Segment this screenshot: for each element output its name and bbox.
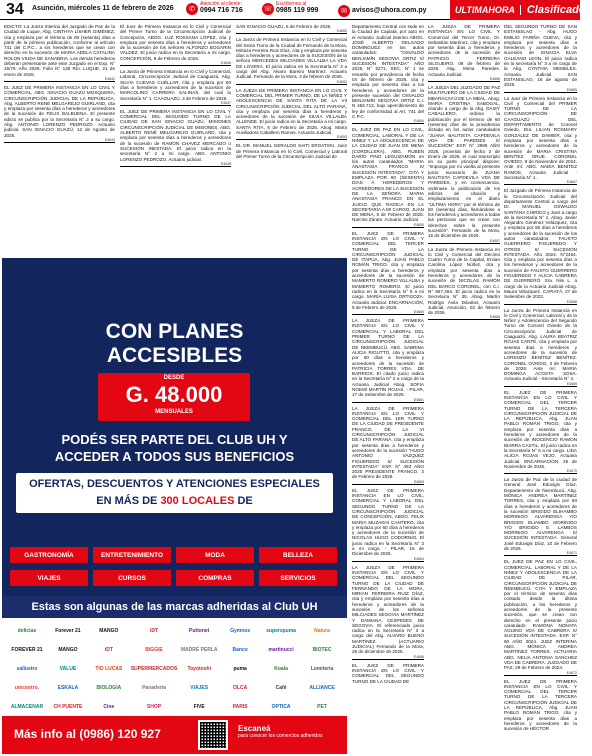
- ad-hero: [2, 258, 347, 538]
- category-belleza[interactable]: BELLEZA: [259, 547, 337, 563]
- page-number: 34: [6, 1, 24, 18]
- legal-notice: [428, 247, 500, 321]
- brand-logo: unicentro.: [14, 684, 40, 691]
- ad-headline-1: CON PLANES: [105, 320, 244, 343]
- legal-notice: [4, 24, 115, 82]
- notice-code: E4669: [504, 382, 577, 387]
- brand-logo: OPTICA: [271, 703, 291, 710]
- notice-code: E4666: [352, 655, 424, 660]
- brand-logo: ALMACENAR: [10, 703, 44, 710]
- brand-logo: Gymnos: [230, 627, 251, 634]
- legal-notice: [120, 109, 231, 167]
- notice-text: LA JUEZA DEL JUZGADO DE PAZ MULTIFUERO DE LA CIUDAD DE MBARACAYÚ DE LA MBAL. Abog. MARÍA CRISTINA SABOGAL, citando a cargo de la Abg. DAISY CABALLERO, ordena la publicación por el término de 60 (sesenta) días de la providencia dictada en los autos caratulados "JUANA BAUTISTA CAPDEVILA VDA DE PAREDES S/ SUCESIÓN" EXP. N° 2966 AÑO 2025, proveído de fecha 2 de Enero de 2026, el cual transcripto en su parte principal dispone: "Imponga por mi vuelta al presente juicio sucesorio de JUANA BAUTISTA CAPDEVILA VDA DE PAREDES, y en consecuencia, ordénase la publicación de los edictos de citación y emplazamiento en el diario "ULTIMA HORA" por el término de 60 (sesenta) días, llamándose a los herederos y acreedores a todas las personas que se crean con derechos sobre la presente sucesión". Fernando de la Mora, 16 de diciembre de 2026.: [428, 84, 501, 239]
- notice-code: E4646: [120, 61, 231, 66]
- notice-text: DEL SEGUNDO TURNO DE SAN ESTANISLAO - Abg. HUGO EMILIO FARIÑA GUEVA, cita y emplaza por sesenta días a herederos y acreedores de la sucesión de IGNACIA ELVA GALEANO LEON. El juicio radica en la secretaría N° 3 a mi cargo de la Abg. CYNTHIA MEMELES. Actuaria Judicial. SAN ESTANISLAO, 18 de agosto de 2025.: [504, 24, 577, 88]
- scan-subtitle: para conocer los comercios adheridos: [238, 733, 323, 739]
- brand-logo: SUPERMERCADOS: [130, 665, 178, 672]
- notice-code: E4648: [120, 162, 231, 167]
- contact-phone[interactable]: [186, 2, 243, 15]
- legal-notice: [236, 88, 347, 141]
- legal-notice: [236, 37, 347, 84]
- section-title: Clasificados: [526, 4, 592, 16]
- notice-code: E4657: [428, 239, 500, 244]
- notice-code: E4672: [504, 671, 577, 676]
- column-6: [504, 24, 577, 754]
- legal-notice: [352, 24, 424, 124]
- contact-value: avisos@uhora.com.py: [352, 7, 427, 14]
- brand-logo: FOREVER 21: [11, 646, 43, 653]
- category-moda[interactable]: MODA: [176, 547, 254, 563]
- brand-logo: Banco: [232, 646, 248, 653]
- notice-text: LA JUEZA DE PRIMERA INSTANCIA EN LO CIVIL Y COMERCIAL DEL 1ER TURNO DE LA CIUDAD DE PRESIDENTE FRANCO, DE LA VI CIRCUNSCRIPCIÓN JUDICIAL DE ALTO PARANÁ, cita y emplaza por sesenta días a herederos y acreedores de la sucesión "HUGO ANTONIO VAZQUEZ FIGUEREDO S/ SUCESIÓN INTESTADA" EXP. N° 493 AÑO 2025 PRESIDENTE FRANCO, 3 de Febrero de 2026.: [352, 405, 424, 480]
- contact-whatsapp[interactable]: [262, 2, 318, 15]
- notice-code: E4663: [352, 480, 424, 485]
- notice-text: El Juzgado de Primera Instancia de la Circunscripción Judicial del departamento Central a cargo del Dr. MANUEL OSWALDO SANTANA CHIRICO y Juez a cargo de la Secretaría N° 1. Abog. Javier Alejandro Giménez Velázquez, cita y emplaza por 60 días a herederos y acreedores de la sucesión de los autos caratulados: FAUSTO GUERRERO FIGUEREDO Y OTROS S/ SUCESIÓN INTESTADA. Año 2024. N°2464. Cita y emplaza por sesenta días a los herederos y acreedores de la sucesión de FAUSTO GUERRERO FIGUEREDO Y ALICIA CABRERA DE GUERRERO. Sra. Nini L. a cargo de la Actuaria Judicial Abog. Maura Velazquez. CAPIATÁ, 27 de Setiembre de 2023.: [504, 188, 577, 300]
- brands-title: Estas son algunas de las marcas adheridas al Club UH: [2, 596, 347, 618]
- category-viajes[interactable]: VIAJES: [10, 570, 88, 586]
- price-prefix: DESDE: [163, 375, 185, 381]
- scan-text: [238, 724, 338, 739]
- notice-text: EL JUEZ DE PAZ EN LO CIVIL, COMERCIAL, LABORAL Y DE LA NIÑEZ Y ADOLESCENCIA DE LA CIUDAD DE PILAR, CIRCUNSCRIPCIÓN JUDICIAL DE ÑEEMBUCÚ. CITA Y EMPLAZA por el término de sesenta días contado desde la última publicación, a los herederos y acreedores de la presente sucesión, que se crean con derecho en el presente juicio caratulado: RAMONA NONATA AGUINO VDA DE CABRERA S/ SUCESIÓN INTESTADA. EXP. N° 60 AÑO 2024. JUEZ INTERINA ABG. MONICA ANDREA MARTÍNEZ TORRES. ACTUARIA ABG. NELIA ANTONIA SANCHEZ VDA DE CABRERA. JUZGADO DE PAZ, 29 de Febrero de 2024.: [504, 559, 577, 671]
- club-uh-advertisement[interactable]: [2, 258, 347, 754]
- offers-box: [16, 473, 333, 513]
- legal-notice: [504, 477, 577, 556]
- brand-logo: BIGGIE: [145, 646, 163, 653]
- brand-logo: ESKALA: [57, 684, 79, 691]
- legal-notice: [504, 308, 577, 387]
- notice-text: La Juez de Primera Instancia en lo Civil y Comercial del PRIMER TURNO DE LA CIRCUNSCRIPCIÓN DE CAAGUAZÚ DEL DEPARTAMENTO de Coronel Oviedo, Dra. LILIAN ROSMARY GONZÁLEZ DE DAMIER, cita y emplaza por sesenta días a herederos y acreedores de la sucesión de MARIA CRISTINA BENÍTEZ ORUE. CORONEL OVIEDO, 8 de Noviembre de 2024. Ante mí: ABG. NADIA BENÍTEZ RAMOS. Actuaria Judicial - Secretaría N° 1.: [504, 95, 577, 181]
- notice-text: EL JUEZ DE PRIMERA INSTANCIA EN LO CIVIL, COMERCIAL Y LABORAL DEL SEGUNDO TURNO DE LA CIRCUNSCRIPCIÓN JUDICIAL DE CONCEPCIÓN, ABOG. FELIX MARIA MUZAKHI CANTERO, cita y emplaza por 60 días a herederos y acreedores de la sucesión de NICOLAS HUGO CODORNIO. El juicio radica en la Secretaría N° 3 a mi cargo. - PILAR, 16 de Diciembre de 2025.: [352, 487, 424, 557]
- notice-code: E4665: [504, 88, 577, 93]
- legal-notice: [352, 663, 424, 684]
- legal-notice: [352, 127, 424, 227]
- notice-code: E4642: [4, 77, 115, 82]
- legal-notice: [504, 96, 577, 186]
- brand-logo: PET: [317, 703, 327, 710]
- notice-text: LA JUEZA DE PRIMERA INSTANCIA EN LO CIVIL Y Comercial del Tercer Turno, Dr. Sebastián Martínez, cita y emplaza por sesenta días a herederos y acreedores de la sucesión de PATRICIO FERREIRA SILGUEIRO. 09 de febrero de 2026. Abg. Mirna Paredes. Actuaria Judicial.: [428, 24, 500, 77]
- notice-text: LA JUEZA DE PRIMERA INSTANCIA EN LO CIVIL Y COMERCIAL DEL PRIMER TURNO, DE LA NIÑEZ Y ADOLESCENCIA DE SANTA RITA DE LA VII CIRCUNSCRIPCIÓN JUDICIAL DEL ALTO PARANÁ, cita y emplaza por sesenta días a herederos y acreedores de la sucesión de SILVIA VILLALBA ALLENDE. El juicio radica en la Secretaría a mi cargo. SANTA RITA, 5 de Febrero de 2026. Abog. María Auxiliadora Caballero Ramos. Actuaria Judicial.: [236, 87, 347, 136]
- scan-title: Escaneá: [238, 724, 271, 733]
- legal-notice: [236, 24, 347, 34]
- category-cursos[interactable]: CURSOS: [93, 570, 171, 586]
- legal-notice: [428, 85, 500, 244]
- brand-logo: MANGO: [99, 627, 119, 634]
- notice-text: La Jueza de Primera Instancia en lo Civil y Comercial, Laboral, Circunscripción Judicial de Caaguazú, Abg. SILVIA CUEVAS CUÉLLAR, cita y emplaza por 60 días a herederos y acreedores de la sucesión de MARCOLINO CARRERA SALINAS, del cual la Secretaría N° 1. CAAGUAZÚ, 3 de Febrero de 2026.: [120, 69, 231, 101]
- brand-logo: OLCA: [233, 684, 248, 691]
- price-suffix: MENSUALES: [155, 409, 193, 415]
- legal-notice: [504, 679, 577, 732]
- offers-line-1: OFERTAS, DESCUENTOS Y ATENCIONES ESPECIALES: [29, 478, 320, 490]
- legal-notice: [504, 390, 577, 474]
- mail-icon: ✉: [338, 5, 350, 17]
- brand-logo: Forever 21: [55, 627, 81, 634]
- legal-notice: [236, 143, 347, 159]
- category-entretenimiento[interactable]: ENTRETENIMIENTO: [93, 547, 171, 563]
- column-5: [428, 24, 500, 754]
- legal-notice: [504, 188, 577, 304]
- brand-logo: iDT: [104, 646, 113, 653]
- contact-label: Atención al cliente:: [200, 1, 242, 7]
- ad-subline-2: ACCEDER A TODOS SUS BENEFICIOS: [54, 449, 295, 464]
- brand-logo: FIVE: [193, 703, 205, 710]
- notice-code: E4667: [504, 180, 577, 185]
- ad-subline-1: PODÉS SER PARTE DEL CLUB UH Y: [61, 432, 288, 447]
- notice-text: EL JUEZ DE PRIMERA INSTANCIA EN LO CIVIL Y COMERCIAL DEL SEGUNDO TURNO DE LA CIUDAD DE: [352, 662, 424, 684]
- legal-notice: [120, 24, 231, 66]
- notice-code: E4661: [352, 398, 424, 403]
- legal-notice: [352, 231, 424, 315]
- phone-icon: ✆: [186, 3, 198, 15]
- brand-logo: Natura: [314, 627, 330, 634]
- notice-code: E4654: [352, 119, 424, 124]
- brand-logo: VALUE: [59, 665, 77, 672]
- notice-text: La Jueza de Primera Instancia en lo Civil y Comercial, Laboral y de la Niñez y Adolescencia del Segundo Turno de Coronel Oviedo de la Circunscripción Judicial de Caaguazú, Abg. LAURA BEATRIZ ROJAS CANTE, cita y emplaza por sesenta días a herederos y acreedores de la sucesión de LORENZO BENÍTEZ BENÍTEZ. CORONEL OVIEDO, 3 de Febrero de 2026. Ante mí: MARIA DOMINGA ACOSTA SOSA. Actuaria Judicial - Secretaría N° 4.: [504, 307, 577, 382]
- legal-notice: [120, 69, 231, 106]
- notice-text: EL JUEZ DE PRIMERA INSTANCIA EN LO CIVIL Y COMERCIAL DEL TERCER TURNO DE LA TERCERA CIRCUNSCRIPCIÓN JUDICIAL DE LA REPÚBLICA, Abg. JUAN PABLO ROMÁN TRIGO, cita y emplaza por sesenta días a herederos y acreedores de la sucesión de INOCENCIO RAMON IBARRA CASTIL. El juicio radica en la Secretaría N° 6 a mi cargo. LIDA ALICIA ROJAS VEJO. Actuaria Judicial. ENCARNACIÓN, 25 de Noviembre de 2025.: [504, 389, 577, 469]
- legal-notice: [504, 24, 577, 93]
- brand-logo: Cine: [103, 703, 115, 710]
- brand-logo: BIOTEC: [312, 646, 332, 653]
- brand-band: [450, 0, 592, 20]
- more-info-phone[interactable]: Más info al (0986) 120 927: [14, 727, 161, 741]
- contact-label: Escríbenos al: [276, 1, 307, 7]
- brand-logo: Café: [275, 684, 287, 691]
- brand-logo: ALLIANCE: [309, 684, 335, 691]
- brand-logo: superspuma: [266, 627, 296, 634]
- offers-text-a: EN MÁS DE: [96, 495, 158, 507]
- column-4: [352, 24, 424, 754]
- category-gastronomia[interactable]: GASTRONOMÍA: [10, 547, 88, 563]
- brand-logo: PARIS: [232, 703, 248, 710]
- offers-count: 300 LOCALES: [160, 495, 235, 507]
- brand-logo: puma: [233, 665, 247, 672]
- notice-text: EDICTO: La Jueza Interina del Juzgado de Paz de la Ciudad de Luque, Abg. CINTHYA LISHER GIMÉNEZ, cita y emplaza por el término de 60 (sesenta) días a partir de la primera publicación, conforme al artículo 741 del C.P.C., a los herederos que se crean con derecho en la sucesión de MARIA ADELA CATALINA ROLON VIUDA DE SANABRIA. Los demás herederos deberán presentarse ante este Juzgado en el Exp. N° 15/75. Año 2026. Folio N° 138 Río. LUQUE, 21 de enero de 2026.: [4, 24, 115, 77]
- brand-logo-grid: [8, 622, 341, 714]
- brand-logo: MADRE PERLA: [180, 646, 218, 653]
- ad-footer: [2, 716, 347, 754]
- brand-logo: MANGO: [58, 646, 78, 653]
- notice-code: E4671: [504, 551, 577, 556]
- qr-code-icon[interactable]: [198, 720, 228, 750]
- notice-code: E4670: [504, 469, 577, 474]
- page-header: [0, 0, 592, 20]
- offers-line-2: [16, 495, 333, 507]
- brand-logo: Koala: [274, 665, 288, 672]
- brand-logo: TIO LUCAS: [95, 665, 123, 672]
- notice-text: La Jueza de Paz de la ciudad de General José Eduvigis Díaz, Departamento de Ñeembucú, Abg. MÓNICA ANDREA MARTÍNEZ TORRES, cita y emplaza por 60 días a herederos y acreedores de la sucesión BRIGIDO ELIHAMBO MORINIGO ALVARENGA Y/O BRIGIDO ELIAMBO MORINIGO Y/O BRIGIDO E. LAMBOS MORINIGO ALVARENGA S/ SUCESIÓN INTESTADA. General José Eduvigis Díaz, 10 de Febrero de 2025.: [504, 477, 577, 552]
- category-grid: [2, 538, 347, 596]
- contact-value: 0985 119 999: [276, 7, 319, 14]
- category-compras[interactable]: COMPRAS: [176, 570, 254, 586]
- notice-code: E4658: [428, 315, 500, 320]
- offers-text-c: DE: [237, 495, 253, 507]
- price-value: G. 48.000: [125, 382, 223, 407]
- notice-text: EL JUEZ DE PRIMERA INSTANCIA EN LO CIVIL Y COMERCIAL DEL TERCER TURNO DE LA CIRCUNSCRIPCIÓN JUDICIAL DE ITAPÚA, Abg. JUAN PABLO ROMÁN TRIGO, cita y emplaza por sesenta días a herederos y acreedores de la sucesión de MAMERTO ROMERO VILLALBA y MAMERTO ROMERO. El juicio radica en la Secretaría N° 5 a mi cargo. MARÍA LUISA ORTIGOZA. Actuaria Judicial. ENCARNACIÓN, 9 de Febrero de 2026.: [352, 230, 424, 310]
- notice-code: E4668: [504, 300, 577, 305]
- category-servicios[interactable]: SERVICIOS: [259, 570, 337, 586]
- column-2: [120, 24, 231, 256]
- legal-notice: [352, 488, 424, 562]
- legal-notice: [352, 406, 424, 485]
- brand-logo: delicias: [17, 627, 37, 634]
- column-1: [4, 24, 115, 256]
- notice-code: E4660: [352, 310, 424, 315]
- brand-logo: martinucci: [268, 646, 294, 653]
- notice-text: EL DR. MANUEL GERALDO SAITI ERGATSKI, Juez de Primera Instancia en lo Civil, Comercial y Laboral del Primer Turno de la Circunscripción Judicial de: [236, 143, 347, 159]
- notice-text: EL JUEZ DE PRIMERA INSTANCIA EN LO CIVIL Y COMERCIAL, ABG. IGNACIO GUAZÚ MOSQUERA, CIRCUNSCRIPCIÓN JUDICIAL DE LA REPÚBLICA, Abg. ALBERTO RENÉ MELGAREJO GUIRLAND, cita y emplaza por sesenta días a herederos y acreedores de la sucesión de FELIX BALBUENA. El presente edicto se publica por la Secretaría N° 2 a su cargo. Abg. ANTONIO LORENZO PEDROZO. Actuario judicial. SAN IGNACIO GUAZÚ, 12 de Agosto de 2025.: [4, 84, 115, 138]
- notice-code: E4647: [120, 101, 231, 106]
- notice-text: SAN IGNACIO GUAZÚ, 6 de Febrero de 2026.: [236, 24, 332, 29]
- notice-text: EL JUEZ DE PRIMERA INSTANCIA EN LO CIVIL Y COMERCIAL DEL TERCER TURNO DE LA TERCERA CIRCUNSCRIPCIÓN JUDICIAL DE LA REPÚBLICA, Abg. JUAN PABLO ROMÁN TRIGO, cita y emplaza por sesenta días a herederos y acreedores de la sucesión de HÉCTOR: [504, 678, 577, 732]
- notice-text: EL JUEZ DE PRIMERA INSTANCIA EN LO CIVIL Y COMERCIAL DEL SEGUNDO TURNO DE LA CIUDAD DE SAN IGNACIO GUAZÚ, MISIONES CIRCUNSCRIPCIÓN JUDICIAL DE MISIONES, ABG. ALBERTO RENÉ MELGAREJO GUIRLAND, cita y emplaza por sesenta días a herederos y acreedores de la sucesión de RAMÓN CHAVEZ MERCADO o SUCESIÓN INESTADA. El juicio radica en la secretaría N° 2 a mi cargo. ABG. ANTONIO LORENZO PEDROZO. Actuario judicial.: [120, 108, 231, 162]
- brand-logo: VIAJES: [190, 684, 209, 691]
- price-box: [98, 373, 250, 421]
- brand-logo: BIOLOGIA: [96, 684, 122, 691]
- ad-headline-2: ACCESIBLES: [106, 344, 243, 367]
- notice-text: La Jueza de Primera Instancia en lo Civil y Comercial del Sexto Turno de la Ciudad de Fernando de la Mora, Mirtaza Ferreira Ruiz Díaz, cita y emplaza por sesenta días a herederos y acreedores de la SUCESIÓN de la señora MERCEDES MILCIADES VILLALBA LA VDA DE LOVERA. El juicio radica en la Secretaría N° 3 a cargo del Abg. Alvaro Bareiro Martínez. Actuario Judicial. Fernando de la Mora, 3 de febrero de 2026.: [236, 37, 347, 80]
- legal-notice: [352, 565, 424, 660]
- column-3: [236, 24, 347, 256]
- notice-text: EL JUEZ DE PAZ EN LO CIVIL, COMERCIAL, LABORAL Y DE LA NIÑEZ Y LA ADOLESCENCIA DE LA CIUDAD DE JUAN DE MENA (CORDILLERA). ABG. RUBEN DARÍO PINO LEGUIZAMÓN en los autos caratulados "MARIA ANASTASIA FRANCO S/ SUCESIÓN INTESTADA". CITA Y EMPLAZA POR 60 (SESENTA) DÍAS A HEREDEROS Y ACREEDORES DE LA SUCESIÓN DE LA SEÑORA MARIA ANASTASIA FRANCO EN EL JUICIO QUE RADICA EN LA SECRETARÍA A MI CARGO. JUAN DE MENA, 6 de Febrero de 2026. Narciso Zárate. Actuario Judicial.: [352, 127, 424, 223]
- brand-logo: ULTIMAHORA: [450, 5, 521, 15]
- notice-text: LA JUEZA DE PRIMERA INSTANCIA EN LO CIVIL Y COMERCIAL DEL SEGUNDO TURNO DE LA CIUDAD DE FERNANDO DE LA MORA, MIRIAN FERREIRA RUIZ DÍAZ, cita y emplaza por sesenta días a herederos y acreedores de la sucesión de los señores MILCIADES SEGOVIA MARTÍNEZ Y DAMIANA CESPEDES DE SEGOVIA. El referenciado juicio radica en la Secretaría N° 3 a cargo del Abg. ALVARO BUENO MARTÍNEZ. (ACTUARIO JUDICIAL) Fernando de la Mora, 29 de diciembre de 2025.: [352, 564, 424, 655]
- notice-code: E4664: [352, 557, 424, 562]
- contact-email[interactable]: [338, 5, 427, 17]
- whatsapp-icon: ☏: [262, 3, 274, 15]
- legal-notice: [4, 85, 115, 143]
- notice-code: E4652: [236, 80, 347, 85]
- notice-code: E4653: [236, 135, 347, 140]
- notice-code: E4650: [236, 29, 347, 34]
- page-date: Asunción, miércoles 11 de febrero de 2026: [32, 5, 174, 12]
- notice-text: LA JUEZA DE PRIMERA INSTANCIA EN LO CIVIL Y COMERCIAL Y LABORAL DEL PRIMER TURNO DE LA CIRCUNSCRIPCIÓN JUDICIAL DE ÑEEMBUCÚ, ABG. SABRINA ALICIA RIGUTTO, cita y emplaza por 60 días a herederos y acreedores de la sucesión de PATRICIA TORRES VDA. DE BARRIOS. El citado juicio radica en la Secretaría N° 2 a cargo de la Actuaria Judicial Abog. SOFIA NOEMÍ MARTÍN ROJAS. - PILAR, 17 de Setiembre de 2025.: [352, 318, 424, 398]
- brand-logo: Toyotoshi: [187, 665, 211, 672]
- legal-notice: [428, 24, 500, 82]
- notice-text: La Jueza de Primera Instancia en lo Civil y Comercial del Décimo Cuarto Turno de la Capital, Ervian Carolina López Núñez, cita y emplaza por sesenta días a herederos y acreedores de la sucesión de NICOLÁS RAMÓN DEL BARCO CORONEL, con C.I. N° 667.394. El juicio radica en la Secretaría N° 35. Abog. Martín Rodrigo Ávila Dávalos, Actuario Judicial. Asunción, 03 de febrero de 2026.: [428, 246, 500, 316]
- brand-logo: sallustro: [16, 665, 38, 672]
- brand-logo: SHOP: [146, 703, 162, 710]
- notice-text: Departamento Central con sede en la Ciudad de Capiatá, por auto en el Actuario Judicial interino ABOG. JOSÉ ALBERTO DELGADO DOMINGUEZ en los autos caratulados: "OSVALDO BENJAMÍN SEGOVIA ORTIZ S/ SUCESIÓN INTESTADA" AÑO 2025, N° 5271, SEC. N° 1 se resuelto por providencia de fecha 04 de febrero de 2026, cita y emplaza por sesenta días a los herederos y acreedores de la presente sucesión del OSVALDO BENJAMÍN SEGOVIA ORTIZ C.I. N 456.713, bajo apercibimiento de ley de conformidad al Art. 741 del C.P.C.: [352, 24, 424, 120]
- brand-logo: Lomiteria: [310, 665, 334, 672]
- notice-text: El Juez de Primera Instancia en lo Civil y Comercial del Primer Turno de la Circunscripción Judicial de Concepción, ABOG. LUZ ROSSANA LÓPEZ, cita y emplaza por sesenta días a herederos y acreedores de la sucesión de los señores ALFONZO BOGARIN VALDEZ. El juicio radica en la Secretaría a mi cargo. CONCEPCIÓN, 9 de Febrero de 2026.: [120, 24, 231, 61]
- brand-logo: iDT: [149, 627, 159, 634]
- legal-notice: [504, 559, 577, 675]
- notice-code: E4656: [428, 77, 500, 82]
- legal-notice: [352, 318, 424, 402]
- brand-logo: Panadería: [142, 684, 166, 691]
- contact-value: 0994 716 716: [200, 7, 243, 14]
- brand-logo: CH PUENTE: [53, 703, 83, 710]
- notice-code: E4655: [352, 223, 424, 228]
- notice-code: E4643: [4, 138, 115, 143]
- brand-logo: Puttonet: [189, 627, 210, 634]
